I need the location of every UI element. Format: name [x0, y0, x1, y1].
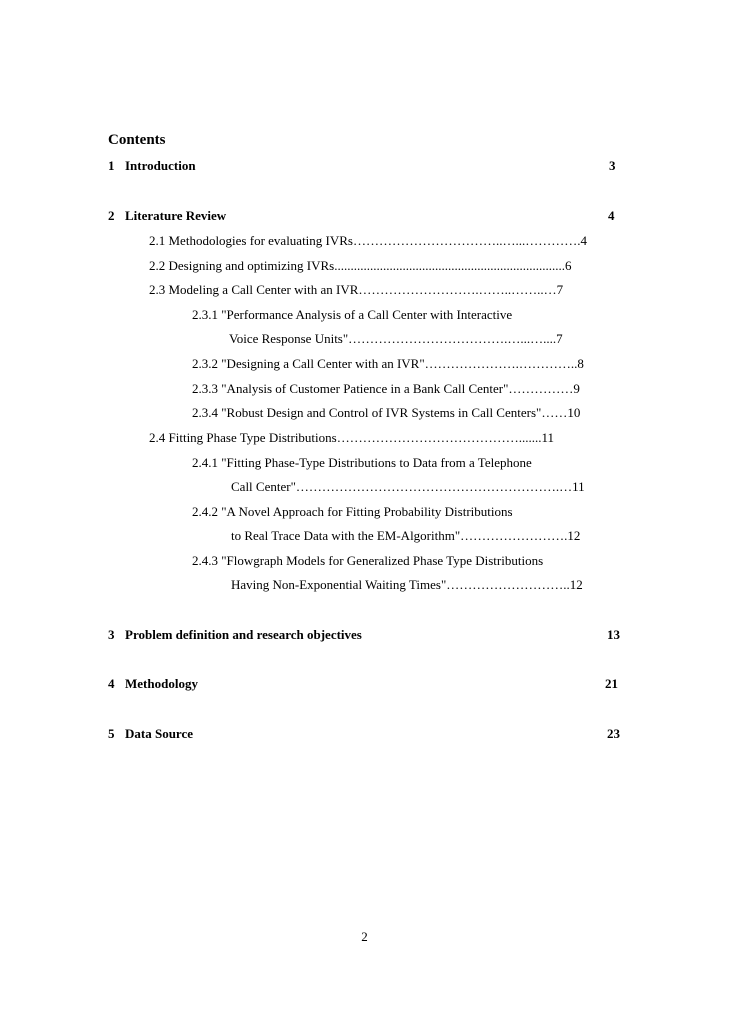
entry-text: 2.4.1 "Fitting Phase-Type Distributions to Data from a Telephone [192, 455, 532, 470]
toc-chapter-3[interactable] [0, 626, 729, 644]
toc-entry-2-4-1-continued[interactable] [0, 478, 729, 496]
toc-entry-2-3-3[interactable] [0, 380, 729, 398]
toc-chapter-5[interactable] [0, 725, 729, 743]
chapter-page: 21 [605, 676, 618, 691]
entry-text: 2.4 Fitting Phase Type Distributions…………………………………….......11 [149, 430, 554, 445]
toc-entry-2-3-4[interactable] [0, 404, 729, 422]
toc-entry-2-2[interactable] [0, 257, 729, 275]
entry-text: to Real Trace Data with the EM-Algorithm"…………………….12 [231, 528, 581, 543]
toc-entry-2-4-2[interactable] [0, 503, 729, 521]
toc-entry-2-4-2-continued[interactable] [0, 527, 729, 545]
chapter-title: Problem definition and research objectives [125, 627, 362, 642]
chapter-number: 3 [108, 627, 115, 642]
toc-entry-2-4-3[interactable] [0, 552, 729, 570]
entry-text: 2.3.2 "Designing a Call Center with an IVR"………………….…………..8 [192, 356, 584, 371]
entry-text: Having Non-Exponential Waiting Times"………………………..12 [231, 577, 583, 592]
chapter-page: 13 [607, 627, 620, 642]
toc-entry-2-1[interactable] [0, 232, 729, 250]
chapter-number: 4 [108, 676, 115, 691]
entry-text: 2.1 Methodologies for evaluating IVRs……………………………..…...………….4 [149, 233, 587, 248]
chapter-page: 3 [609, 158, 616, 173]
chapter-number: 2 [108, 208, 115, 223]
toc-entry-2-3-1-continued[interactable] [0, 330, 729, 348]
entry-text: 2.2 Designing and optimizing IVRs.......................................................................6 [149, 258, 572, 273]
entry-text: Call Center"…………………………………………………….…11 [231, 479, 585, 494]
entry-text: 2.4.2 "A Novel Approach for Fitting Probability Distributions [192, 504, 513, 519]
chapter-number: 1 [108, 158, 115, 173]
entry-text: 2.3.4 "Robust Design and Control of IVR Systems in Call Centers"……10 [192, 405, 581, 420]
entry-text: Voice Response Units"……………………………….…...…....7 [229, 331, 563, 346]
page-number: 2 [361, 929, 368, 944]
toc-entry-2-3-1[interactable] [0, 306, 729, 324]
toc-entry-2-3[interactable] [0, 281, 729, 299]
chapter-number: 5 [108, 726, 115, 741]
entry-text: 2.3.1 "Performance Analysis of a Call Center with Interactive [192, 307, 513, 322]
toc-chapter-2[interactable] [0, 207, 729, 225]
toc-entry-2-4-1[interactable] [0, 454, 729, 472]
chapter-page: 4 [608, 208, 615, 223]
contents-heading: Contents [108, 132, 166, 148]
toc-entry-2-3-2[interactable] [0, 355, 729, 373]
entry-text: 2.3.3 "Analysis of Customer Patience in a Bank Call Center"……………9 [192, 381, 580, 396]
chapter-title: Data Source [125, 726, 194, 741]
chapter-title: Methodology [125, 676, 198, 691]
toc-chapter-1[interactable] [0, 157, 729, 175]
toc-entry-2-4[interactable] [0, 429, 729, 447]
toc-entry-2-4-3-continued[interactable] [0, 576, 729, 594]
chapter-title: Introduction [125, 158, 196, 173]
chapter-title: Literature Review [125, 208, 227, 223]
chapter-page: 23 [607, 726, 620, 741]
entry-text: 2.4.3 "Flowgraph Models for Generalized Phase Type Distributions [192, 553, 544, 568]
entry-text: 2.3 Modeling a Call Center with an IVR……………………….……..……..…7 [149, 282, 564, 297]
toc-chapter-4[interactable] [0, 675, 729, 693]
